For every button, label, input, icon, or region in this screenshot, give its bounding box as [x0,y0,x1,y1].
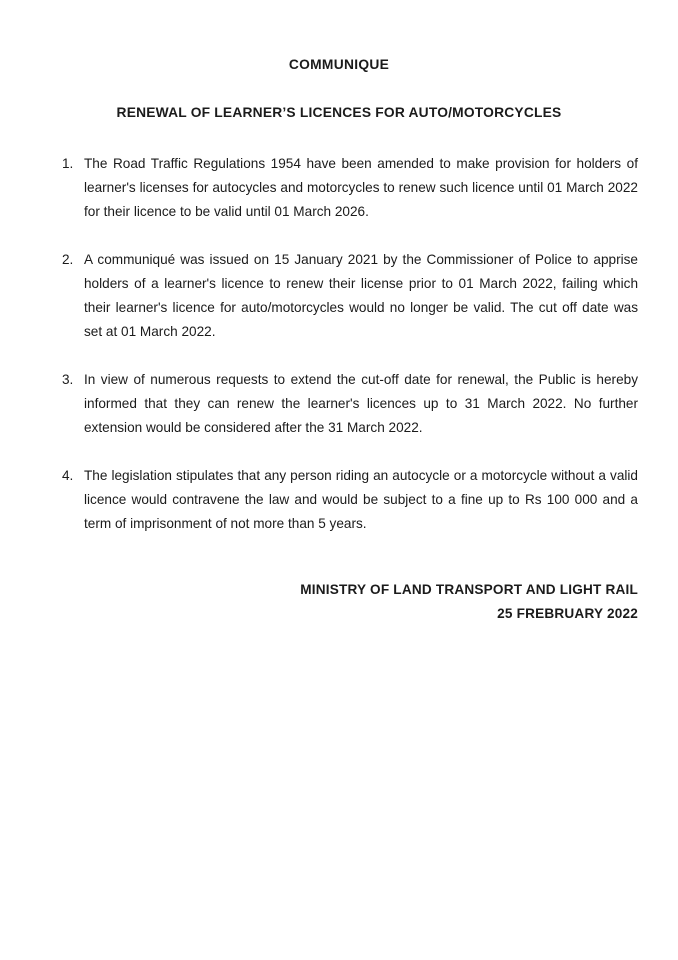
paragraph-number: 3. [62,372,74,387]
communique-subtitle: RENEWAL OF LEARNER’S LICENCES FOR AUTO/MOTORCYCLES [116,105,562,120]
paragraph-text: A communiqué was issued on 15 January 2021 by the Commissioner of Police to apprise holders of a learner's licence to renew their license prior to 01 March 2022, failing which their learner's licence for auto/motorcycles would no longer be valid. The cut off date was set at 01 March 2022. [84,252,638,339]
ministry-name: MINISTRY OF LAND TRANSPORT AND LIGHT RAIL [300,582,638,597]
paragraph-item-3 [62,368,638,440]
paragraph-number: 4. [62,468,74,483]
paragraph-item-4 [62,464,638,536]
communique-title: COMMUNIQUE [288,57,390,72]
signature-block [62,578,638,626]
document-header [0,57,678,121]
paragraph-text: The legislation stipulates that any person riding an autocycle or a motorcycle without a valid licence would contravene the law and would be subject to a fine up to Rs 100 000 and a term of imprisonment of not more than 5 years. [84,468,638,531]
paragraph-item-2 [62,248,638,344]
paragraph-text: In view of numerous requests to extend the cut-off date for renewal, the Public is hereby informed that they can renew the learner's licences up to 31 March 2022. No further extension would be considered after the 31 March 2022. [84,372,638,435]
paragraph-number: 1. [62,156,74,171]
signature-date: 25 FREBRUARY 2022 [497,606,638,621]
paragraph-number: 2. [62,252,74,267]
paragraph-item-1 [62,152,638,224]
paragraph-text: The Road Traffic Regulations 1954 have been amended to make provision for holders of learner's licenses for autocycles and motorcycles to renew such licence until 01 March 2022 for their licence to be valid until 01 March 2026. [84,156,638,219]
paragraph-list [62,152,638,536]
